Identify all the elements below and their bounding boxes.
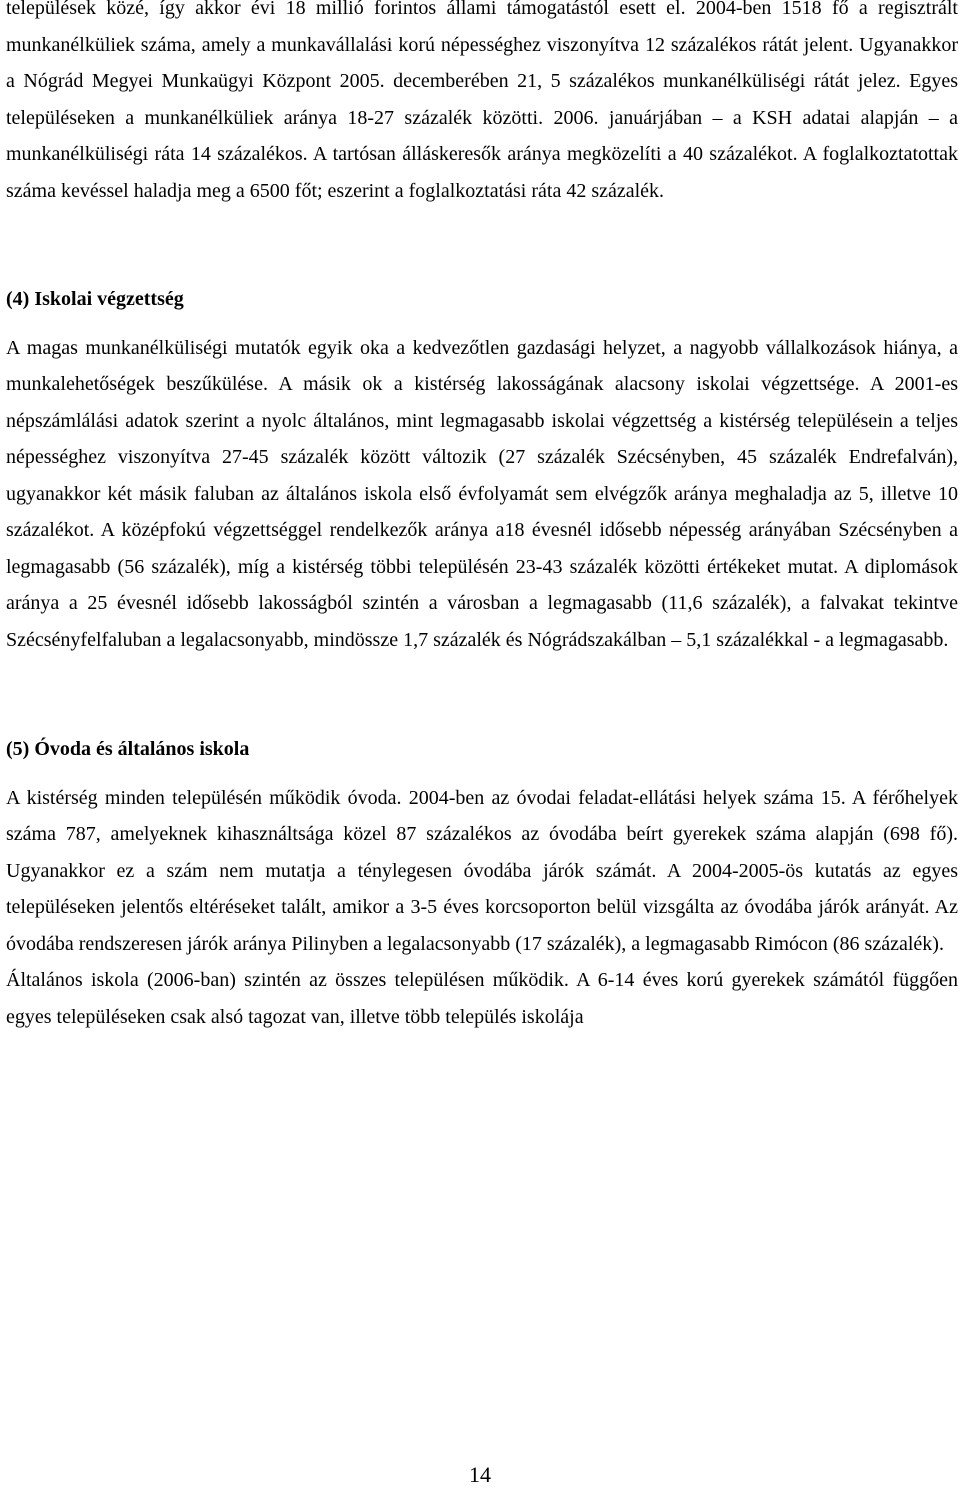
section-heading-kindergarten-school: (5) Óvoda és általános iskola	[6, 738, 250, 760]
body-paragraph-primary-school: Általános iskola (2006-ban) szintén az összes településen működik. A 6-14 éves korú gyerekek számától függően egyes településeken csak alsó tagozat van, illetve több település iskolája	[6, 969, 958, 1028]
page-number: 14	[469, 1462, 491, 1487]
body-paragraph-kindergarten: A kistérség minden településén működik óvoda. 2004-ben az óvodai feladat-ellátási helyek száma 15. A férőhelyek száma 787, amelyeknek kihasználtsága közel 87 százalékos az óvodába beírt gyerekek száma alapján (698 fő). Ugyanakkor ez a szám nem mutatja a ténylegesen óvodába járók számát. A 2004-2005-ös kutatás az egyes településeken jelentős eltéréseket talált, amikor a 3-5 éves korcsoporton belül vizsgálta az óvodába járók arányát. Az óvodába rendszeresen járók aránya Pilinyben a legalacsonyabb (17 százalék), a legmagasabb Rimócon (86 százalék).	[6, 786, 958, 955]
section-heading-education: (4) Iskolai végzettség	[6, 288, 184, 310]
document-page	[6, 0, 958, 1035]
body-paragraph-intro: települések közé, így akkor évi 18 millió forintos állami támogatástól esett el. 2004-ben 1518 fő a regisztrált munkanélküliek száma, amely a munkavállalási korú népességhez viszonyítva 12 százalékos rátát jelent. Ugyanakkor a Nógrád Megyei Munkaügyi Központ 2005. decemberében 21, 5 százalékos munkanélküliségi rátát jelez. Egyes településeken a munkanélküliek aránya 18-27 százalék közötti. 2006. januárjában – a KSH adatai alapján – a munkanélküliségi ráta 14 százalékos. A tartósan álláskeresők aránya megközelíti a 40 százalékot. A foglalkoztatottak száma kevéssel haladja meg a 6500 főt; eszerint a foglalkoztatási ráta 42 százalék.	[6, 0, 958, 202]
body-paragraph-education: A magas munkanélküliségi mutatók egyik oka a kedvezőtlen gazdasági helyzet, a nagyobb vállalkozások hiánya, a munkalehetőségek beszűkülése. A másik ok a kistérség lakosságának alacsony iskolai végzettsége. A 2001-es népszámlálási adatok szerint a nyolc általános, mint legmagasabb iskolai végzettség a kistérség településein a teljes népességhez viszonyítva 27-45 százalék között változik (27 százalék Szécsényben, 45 százalék Endrefalván), ugyanakkor két másik faluban az általános iskola első évfolyamát sem elvégzők aránya meghaladja az 5, illetve 10 százalékot. A középfokú végzettséggel rendelkezők aránya a18 évesnél idősebb népesség arányában Szécsényben a legmagasabb (56 százalék), míg a kistérség többi településén 23-43 százalék közötti értékeket mutat. A diplomások aránya a 25 évesnél idősebb lakosságból szintén a városban a legmagasabb (11,6 százalék), a falvakat tekintve Szécsényfelfaluban a legalacsonyabb, mindössze 1,7 százalék és Nógrádszakálban – 5,1 százalékkal - a legmagasabb.	[6, 336, 958, 651]
